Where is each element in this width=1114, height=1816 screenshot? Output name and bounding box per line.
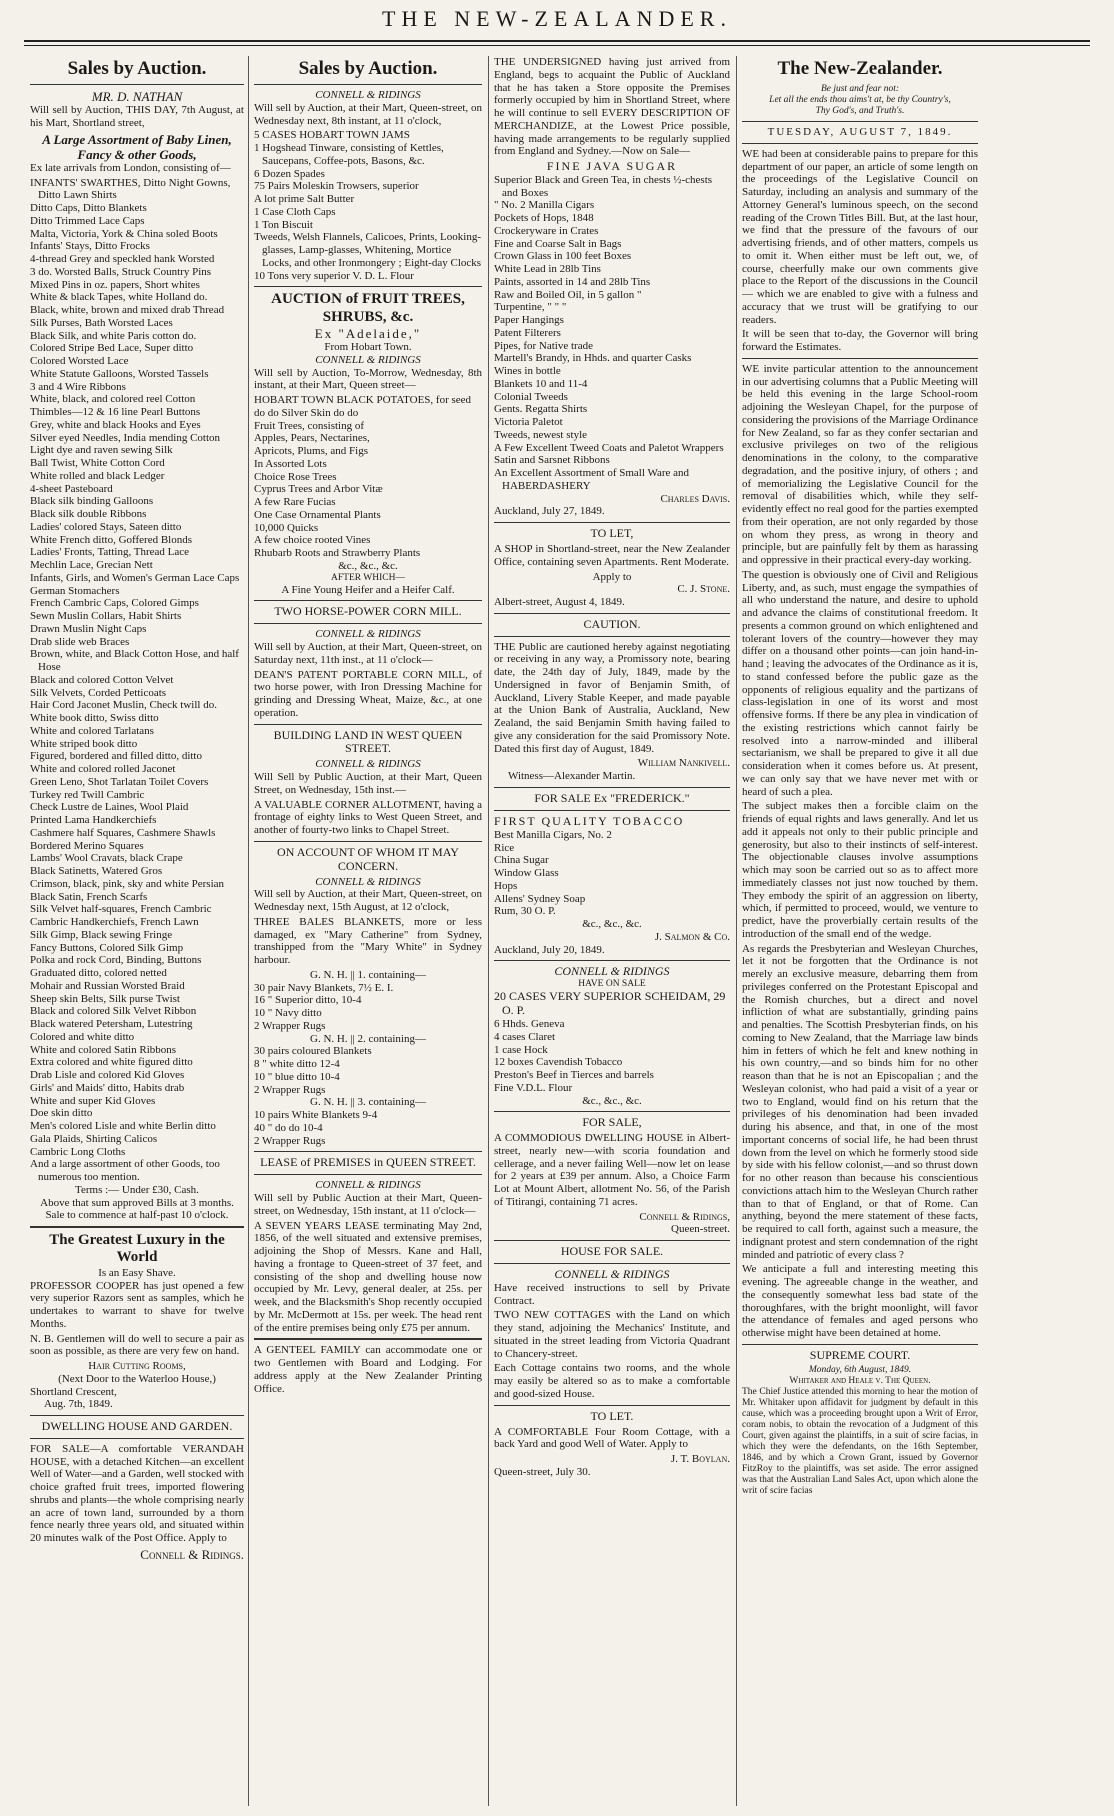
column-divider	[248, 56, 249, 1806]
sale-time: Sale to commence at half-past 10 o'clock.	[45, 1209, 229, 1222]
auctioneer-name: CONNELL & RIDINGS	[315, 1179, 421, 1192]
list-item: Printed Lama Handkerchiefs	[30, 814, 157, 827]
list-item: Light dye and raven sewing Silk	[30, 444, 173, 457]
divider	[254, 724, 482, 725]
list-item: Raw and Boiled Oil, in 5 gallon "	[494, 288, 642, 301]
list-item: Fine and Coarse Salt in Bags	[494, 237, 622, 250]
list-item: Silk Velvet half-squares, French Cambric	[30, 903, 212, 916]
ad-body: A SHOP in Shortland-street, near the New Zealander Office, containing seven Apartments. Rent Moderate.	[494, 543, 730, 568]
masthead-rule	[24, 45, 1090, 46]
ad-line: (Next Door to the Waterloo House,)	[58, 1372, 216, 1385]
list-item: Drab slide web Braces	[30, 635, 130, 648]
ad-signature: J. Salmon & Co.	[654, 930, 730, 943]
dateline: TUESDAY, AUGUST 7, 1849.	[767, 126, 953, 139]
list-item: FIRST QUALITY TOBACCO	[494, 813, 685, 828]
motto-line: Thy God's, and Truth's.	[815, 106, 905, 117]
list-item: Fine V.D.L. Flour	[494, 1081, 573, 1094]
list-item: Black silk double Ribbons	[30, 508, 147, 521]
list-item: Ditto Caps, Ditto Blankets	[30, 202, 147, 215]
auctioneer-name: CONNELL & RIDINGS	[315, 89, 421, 102]
list-item: Malta, Victoria, York & China soled Boots	[30, 227, 218, 240]
list-item: Wines in bottle	[494, 365, 561, 378]
list-item: 30 pair Navy Blankets, 7½ E. I.	[254, 981, 394, 994]
list-item: 12 boxes Cavendish Tobacco	[494, 1056, 623, 1069]
ad-line: Queen-street.	[671, 1223, 730, 1236]
ad-title: The Greatest Luxury in the World	[49, 1232, 225, 1266]
list-item: Cyprus Trees and Arbor Vitæ	[254, 483, 383, 496]
ad-body: A GENTEEL FAMILY can accommodate one or two Gentlemen with Board and Lodging. For address apply at the New Zealander Printing Office.	[254, 1344, 482, 1395]
list-item: White, black, and colored reel Cotton	[30, 393, 196, 406]
list-item: White French ditto, Goffered Blonds	[30, 533, 193, 546]
list-item: Colored Stripe Bed Lace, Super ditto	[30, 342, 194, 355]
list-item: Victoria Paletot	[494, 416, 563, 429]
list-item: Black and colored Silk Velvet Ribbon	[30, 1005, 197, 1018]
divider	[30, 1438, 244, 1439]
ad-line: HAVE ON SALE	[578, 979, 646, 990]
list-item: An Excellent Assortment of Small Ware and HABERDASHERY	[494, 467, 690, 492]
ad-body: DEAN'S PATENT PORTABLE CORN MILL, of two horse power, with Iron Dressing Machine for grinding and Dressing Wheat, Maize, &c., at one operation.	[254, 668, 482, 719]
ad-title: AUCTION of FRUIT TREES, SHRUBS, &c.	[271, 291, 465, 325]
ad-heading: TO LET.	[590, 1408, 634, 1423]
ad-heading: ON ACCOUNT OF WHOM IT MAY CONCERN.	[277, 844, 459, 873]
list-item: Grey, white and black Hooks and Eyes	[30, 418, 201, 431]
list-item: Fancy Buttons, Colored Silk Gimp	[30, 941, 184, 954]
list-item: Gala Plaids, Shirting Calicos	[30, 1132, 158, 1145]
list-item: Rice	[494, 841, 515, 854]
list-item: Doe skin ditto	[30, 1107, 93, 1120]
auction-intro: Will Sell by Public Auction, at their Mart, Queen Street, on Wednesday, 15th inst.—	[254, 771, 482, 796]
auctioneer-name: MR. D. NATHAN	[91, 89, 183, 105]
ad-heading: TWO HORSE-POWER CORN MILL.	[274, 604, 462, 619]
list-item: Crockeryware in Crates	[494, 224, 599, 237]
list-item: White book ditto, Swiss ditto	[30, 712, 159, 725]
list-item: Paper Hangings	[494, 314, 564, 327]
list-item: 3 do. Worsted Balls, Struck Country Pins	[30, 265, 212, 278]
list-item: Gents. Regatta Shirts	[494, 403, 588, 416]
ad-body: PROFESSOR COOPER has just opened a few very superior Razors sent as samples, which he undertakes to warrant to shave for twelve Months.	[30, 1279, 244, 1330]
ad-body: FOR SALE—A comfortable VERANDAH HOUSE, with a detached Kitchen—an excellent Well of Water—and a Garden, well stocked with choice grafted fruit trees, imported flowering shrubs and plants—the whole comprising nearly an acre of town land, surrounded by a thorn fence nearly three years old, and situated within 20 minutes walk of the Post Office. Apply to	[30, 1442, 244, 1545]
list-item: 4 cases Claret	[494, 1030, 556, 1043]
ad-body: THE UNDERSIGNED having just arrived from England, begs to acquaint the Public of Auckland that he has taken a Store opposite the Premises formerly occupied by him in Shortland Street, where he will continue to sell EVERY DESCRIPTION OF MERCHANDIZE, at the Lowest Price possible, having made arrangements to be regularly supplied from England and Sydney.—Now on Sale—	[494, 56, 730, 158]
list-item: Satin and Sarsnet Ribbons	[494, 454, 610, 467]
list-item: 4-thread Grey and speckled hank Worsted	[30, 253, 215, 266]
list-item: 30 pairs coloured Blankets	[254, 1045, 372, 1058]
ad-body: THREE BALES BLANKETS, more or less damaged, ex "Mary Catherine" from Sydney, transhipped from the "Mary White" in Sydney harbour.	[254, 915, 482, 967]
list-item: White and colored Tarlatans	[30, 724, 154, 737]
list-item: Colonial Tweeds	[494, 390, 568, 403]
goods-list	[494, 160, 730, 493]
list-item: Crown Glass in 100 feet Boxes	[494, 250, 632, 263]
list-item: Best Manilla Cigars, No. 2	[494, 828, 612, 841]
ad-line: Shortland Crescent,	[30, 1385, 117, 1398]
list-item: White rolled and black Ledger	[30, 469, 165, 482]
auctioneer-name: CONNELL & RIDINGS	[315, 758, 421, 771]
ad-heading: CAUTION.	[583, 616, 641, 631]
list-item: Window Glass	[494, 867, 559, 880]
column-3	[494, 56, 730, 1806]
list-item: And a large assortment of other Goods, too numerous too mention.	[30, 1158, 220, 1184]
editorial-paragraph: The subject makes then a forcible claim on the friends of equal rights and laws generally. And let us add it appeals not only to their public principle and generosity, but also to their instincts of self-interest. The objectionable clauses involve assumptions which may soon be carried out so as to affect more immediately classes not just now touched by them. They embody the spirit of an aggression on liberty, which, if permitted to proceed, would, we venture to predict, have the proverbially certain results of the introduction of the small end of the wedge.	[742, 800, 978, 940]
list-item: Tweeds, Welsh Flannels, Calicoes, Prints, Looking-glasses, Lamp-glasses, Whitening, Mortice Locks, and other Ironmongery ; Eight-day Clocks	[254, 231, 482, 269]
list-item: Hair Cord Jaconet Muslin, Check twill do.	[30, 699, 217, 712]
ad-body: A VALUABLE CORNER ALLOTMENT, having a frontage of eighty links to West Queen Street, and another of fourty-two links to Chapel Street.	[254, 798, 482, 837]
column-divider	[736, 56, 737, 1806]
list-item: 2 Wrapper Rugs	[254, 1134, 326, 1147]
list-item: 1 case Hock	[494, 1043, 548, 1056]
list-item: 2 Wrapper Rugs	[254, 1019, 326, 1032]
divider	[254, 841, 482, 842]
list-item: Hops	[494, 879, 518, 892]
list-item: White and colored rolled Jaconet	[30, 763, 176, 776]
list-item: Sewn Muslin Collars, Habit Shirts	[30, 610, 182, 623]
list-item: Ladies' colored Stays, Sateen ditto	[30, 520, 182, 533]
divider	[30, 1226, 244, 1228]
list-item: Ditto Trimmed Lace Caps	[30, 214, 145, 227]
ad-line: Apply to	[592, 570, 632, 583]
list-item: German Stomachers	[30, 584, 120, 597]
ad-heading: TO LET,	[590, 526, 634, 541]
list-item: Sheep skin Belts, Silk purse Twist	[30, 992, 180, 1005]
motto-line: Be just and fear not:	[820, 84, 900, 95]
auction-intro: Will sell by Auction, To-Morrow, Wednesday, 8th instant, at their Mart, Queen street—	[254, 366, 482, 392]
ad-heading: LEASE of PREMISES in QUEEN STREET.	[260, 1155, 476, 1170]
divider	[30, 84, 244, 85]
list-item: Colored Worsted Lace	[30, 355, 129, 368]
list-item: Girls' and Maids' ditto, Habits drab	[30, 1081, 185, 1094]
list-item: 2 Wrapper Rugs	[254, 1083, 326, 1096]
list-item: Black silk binding Galloons	[30, 495, 154, 508]
court-heading: SUPREME COURT.	[809, 1347, 911, 1362]
divider	[494, 810, 730, 811]
divider	[494, 1111, 730, 1112]
list-item: Tweeds, newest style	[494, 428, 588, 441]
list-item: G. N. H. || 2. containing—	[310, 1032, 426, 1045]
list-item: Martell's Brandy, in Hhds. and quarter Casks	[494, 352, 692, 365]
divider	[254, 84, 482, 85]
list-item: 10 " Navy ditto	[254, 1007, 322, 1020]
list-item: White Lead in 28lb Tins	[494, 263, 601, 276]
editorial-paragraph: As regards the Presbyterian and Wesleyan Churches, let it not be forgotten that the Ordinance is not merely an exclusive measure, debarring them from privileges conferred on the Protestant Episcopal and the Romish churches, but a direct and novel infliction of what are substantially, grinding pains and penalties. The Scottish Presbyterian finds, on his coming to New Zealand, that the Marriage law binds him in fetters of which he felt and knew nothing in his own country,—and so binds him for no other reason than that he is not an Episcopalian ; and the Wesleyan colonist, who had paid a visit of a year or two to England, would find on his return that the privileges of his denomination had been invaded during his absence, and that, in one of the most important concerns of social life, he had been thrust down from the level on which he formerly stood side by side with his fellow colonist,—and so thrust down for no other reason than because his conscientious convictions attach him to the Wesleyan Church rather than to that of England, or that of Rome. Can anything, beyond the mere statement of these facts, be required to call forth, against such a measure, the indignant protest and stern condemnation of the right minded and patriotic of every class ?	[742, 942, 978, 1261]
list-item: Pipes, for Native trade	[494, 339, 593, 352]
list-item: Pockets of Hops, 1848	[494, 212, 594, 225]
list-item: Drawn Muslin Night Caps	[30, 622, 147, 635]
list-item: White striped book ditto	[30, 737, 138, 750]
divider	[254, 286, 482, 287]
list-item: China Sugar	[494, 854, 549, 867]
list-item: Ladies' Fronts, Tatting, Thread Lace	[30, 546, 190, 559]
editorial-paragraph: WE invite particular attention to the announcement in our advertising columns that a Public Meeting will be held this evening in the large School-room adjoining the Wesleyan Chapel, for the purpose of considering the provisions of the Marriage Ordinance for New Zealand, so far as they confer sectarian and exclusive privileges on two of the religious denominations in the colony, to the comparative degradation, and the positive injury, of others ; and of memorializing the Legislative Council for the removal of disabilities which, while they self-evidently effect no real good for the parties exempted from their operation, are not only regarded by those on whom they press, as wrong in theory and principle, but are painfully felt by them as harassing and oppressive in their practical every-day working.	[742, 362, 978, 567]
ad-date: Albert-street, August 4, 1849.	[494, 596, 625, 609]
list-item: Turkey red Twill Cambric	[30, 788, 145, 801]
list-item: Silk Gimp, Black sewing Fringe	[30, 928, 173, 941]
goods-list	[494, 990, 730, 1107]
masthead-title: THE NEW-ZEALANDER.	[382, 6, 732, 31]
list-item: Figured, bordered and filled ditto, ditto	[30, 750, 202, 763]
list-item: One Case Ornamental Plants	[254, 508, 381, 521]
list-item: do do Silver Skin do do	[254, 406, 359, 419]
list-item: Fruit Trees, consisting of	[254, 419, 365, 432]
list-item: G. N. H. || 1. containing—	[310, 968, 426, 981]
ad-line: Hair Cutting Rooms,	[88, 1360, 186, 1373]
list-item: 10 pairs White Blankets 9-4	[254, 1109, 378, 1122]
list-item: " No. 2 Manilla Cigars	[494, 199, 595, 212]
list-item: Ball Twist, White Cotton Cord	[30, 457, 165, 470]
divider	[254, 1174, 482, 1175]
ad-signature: Connell & Ridings,	[639, 1210, 730, 1223]
divider	[254, 600, 482, 601]
list-item: 16 " Superior ditto, 10-4	[254, 994, 362, 1007]
divider	[494, 1240, 730, 1241]
masthead	[0, 0, 1114, 52]
ad-signature: Charles Davis.	[660, 492, 730, 505]
list-item: Patent Filterers	[494, 326, 561, 339]
list-item: Infants' Stays, Ditto Frocks	[30, 240, 150, 253]
list-item: Polka and rock Cord, Binding, Buttons	[30, 954, 202, 967]
divider	[494, 613, 730, 614]
list-item: 10,000 Quicks	[254, 521, 319, 534]
list-item: 20 CASES VERY SUPERIOR SCHEIDAM, 29 O. P.	[494, 989, 726, 1018]
ad-body: N. B. Gentlemen will do well to secure a pair as soon as possible, as there are very few on hand.	[30, 1332, 244, 1358]
list-item: 1 Hogshead Tinware, consisting of Kettles, Saucepans, Coffee-pots, Basons, &c.	[254, 142, 444, 167]
list-item: Brown, white, and Black Cotton Hose, and half Hose	[30, 648, 239, 674]
divider	[494, 522, 730, 523]
list-item: 8 " white ditto 12-4	[254, 1058, 340, 1071]
list-item: Green Leno, Shot Tarlatan Toilet Covers	[30, 775, 209, 788]
list-item: White and colored Satin Ribbons	[30, 1043, 177, 1056]
divider	[742, 358, 978, 359]
list-item: &c., &c., &c.	[582, 918, 642, 931]
lot-list	[254, 969, 482, 1148]
ad-line: AFTER WHICH—	[331, 572, 405, 583]
list-item: Colored and white ditto	[30, 1030, 135, 1043]
ad-signature: C. J. Stone.	[677, 583, 730, 596]
list-item: Cambric Long Cloths	[30, 1145, 126, 1158]
list-item: Check Lustre de Laines, Wool Plaid	[30, 801, 189, 814]
column-4	[742, 56, 978, 1806]
auction-intro: Will sell by Auction, at their Mart, Queen-street, on Wednesday next, 15th August, at 12 o'clock,	[254, 888, 482, 914]
list-item: 10 Tons very superior V. D. L. Flour	[254, 269, 414, 282]
ad-date: Auckland, July 20, 1849.	[494, 943, 605, 956]
list-item: White & black Tapes, white Holland do.	[30, 291, 208, 304]
court-report: The Chief Justice attended this morning to hear the motion of Mr. Whitaker upon affidavit for judgment by default in this cause, which was a proceeding brought upon a Writ of Error, coram nobis, to obtain the revocation of a Judgment of this Court, given against the plaintiffs, in a suit of scire facias, in which they were the defendants, on the 16th September, 1846, and by which a Crown Grant, issued by Governor FitzRoy to the plaintiffs, was set aside. The error assigned was that the Australian Land Sales Act, upon which alone the writ of scire facias	[742, 1386, 978, 1496]
list-item: 5 CASES HOBART TOWN JAMS	[254, 129, 410, 142]
list-item: Black watered Petersham, Lutestring	[30, 1018, 193, 1031]
column-divider	[488, 56, 489, 1806]
goods-list	[494, 815, 730, 931]
editorial-paragraph: WE had been at considerable pains to prepare for this department of our paper, an article of some length on the proceedings of the Legislative Council on Saturday, including an analysis and summary of the Attorney General's luminous speech, on the second reading of the Crown Titles Bill. But, at the last hour, we find that the pressure of the favours of our advertising friends, and of other matters, compels us to omit it. When either must be left out, we, of course, cheerfully make our own comments give place to the Report of the discussions in the Council — which we are enabled to give with a fulness and accuracy that we trust will be gratifying to our readers.	[742, 147, 978, 326]
list-item: 4-sheet Pasteboard	[30, 482, 113, 495]
auctioneer-name: CONNELL & RIDINGS	[315, 628, 421, 641]
bills-note: Above that sum approved Bills at 3 months.	[40, 1196, 234, 1209]
divider	[494, 1405, 730, 1406]
list-item: Allens' Sydney Soap	[494, 892, 586, 905]
ad-body: A COMFORTABLE Four Room Cottage, with a back Yard and good Well of Water. Apply to	[494, 1425, 730, 1451]
divider	[254, 623, 482, 624]
divider	[742, 1344, 978, 1345]
list-item: 6 Dozen Spades	[254, 167, 325, 180]
list-item: A Few Excellent Tweed Coats and Paletot Wrappers	[494, 441, 724, 454]
list-item: Rum, 30 O. P.	[494, 905, 556, 918]
list-item: Infants, Girls, and Women's German Lace Caps	[30, 571, 240, 584]
list-item: Turpentine, " " "	[494, 301, 567, 314]
divider	[494, 1263, 730, 1264]
section-heading: Sales by Auction.	[67, 58, 207, 79]
list-item: In Assorted Lots	[254, 457, 327, 470]
ad-date: Auckland, July 27, 1849.	[494, 505, 605, 518]
lot-list	[254, 394, 482, 573]
auctioneer-name: CONNELL & RIDINGS	[315, 353, 421, 366]
list-item: Cashmere half Squares, Cashmere Shawls	[30, 826, 216, 839]
court-case: Whitaker and Heale v. The Queen.	[789, 1375, 931, 1386]
list-item: 3 and 4 Wire Ribbons	[30, 380, 126, 393]
list-item: Lambs' Wool Cravats, black Crape	[30, 852, 183, 865]
list-item: Black Satin, French Scarfs	[30, 890, 148, 903]
auctioneer-name: CONNELL & RIDINGS	[554, 964, 670, 979]
ad-body: Each Cottage contains two rooms, and the whole may easily be altered so as to make a comfortable and good-sized House.	[494, 1362, 730, 1400]
list-item: &c., &c., &c.	[582, 1094, 642, 1107]
list-item: Mohair and Russian Worsted Braid	[30, 979, 185, 992]
divider	[494, 787, 730, 788]
ad-body: TWO NEW COTTAGES with the Land on which they stand, adjoining the Mechanics' Institute, and situated in the street leading from Victoria Quadrant to Chancery-street.	[494, 1309, 730, 1360]
ad-line: From Hobart Town.	[324, 341, 412, 354]
divider	[30, 1415, 244, 1416]
list-item: Crimson, black, pink, sky and white Persian	[30, 877, 225, 890]
ad-subtitle: Is an Easy Shave.	[98, 1266, 176, 1279]
list-item: White and super Kid Gloves	[30, 1094, 156, 1107]
lot-list	[254, 129, 482, 282]
ad-subtitle: Ex "Adelaide,"	[314, 326, 422, 342]
list-item: 40 " do do 10-4	[254, 1121, 323, 1134]
divider	[742, 143, 978, 144]
list-item: 1 Case Cloth Caps	[254, 205, 336, 218]
ad-heading: BUILDING LAND IN WEST QUEEN STREET.	[273, 727, 463, 756]
lot-title: A Large Assortment of Baby Linen, Fancy & other Goods,	[42, 131, 232, 162]
auction-intro: Have received instructions to sell by Private Contract.	[494, 1281, 730, 1307]
list-item: Black Satinetts, Watered Gros	[30, 865, 163, 878]
ad-heading: HOUSE FOR SALE.	[560, 1244, 664, 1259]
list-item: Blankets 10 and 11-4	[494, 377, 588, 390]
ad-date: Aug. 7th, 1849.	[44, 1398, 113, 1411]
editorial-paragraph: It will be seen that to-day, the Governor will bring forward the Estimates.	[742, 328, 978, 354]
list-item: FINE JAVA SUGAR	[546, 159, 678, 173]
list-item: 1 Ton Biscuit	[254, 218, 313, 231]
list-item: Bordered Merino Squares	[30, 839, 144, 852]
list-item: 10 " blue ditto 10-4	[254, 1070, 340, 1083]
auction-intro: Will sell by Auction, at their Mart, Queen-street, on Saturday next, 11th inst., at 11 o'clock—	[254, 641, 482, 666]
ad-heading: FOR SALE Ex "FREDERICK."	[534, 790, 690, 805]
list-item: Black and colored Cotton Velvet	[30, 673, 174, 686]
auction-intro: Will sell by Public Auction at their Mart, Queen-street, on Wednesday, 15th instant, at 11 o'clock—	[254, 1192, 482, 1217]
newspaper-nameplate: The New-Zealander.	[777, 58, 943, 79]
column-1	[30, 56, 244, 1806]
ad-line: Witness—Alexander Martin.	[508, 770, 636, 783]
list-item: Mixed Pins in oz. papers, Short whites	[30, 278, 200, 291]
ad-body: A COMMODIOUS DWELLING HOUSE in Albert-street, nearly new—with scoria foundation and cellerage, and a never failing Well—now let on lease for 2 years at £39 per annum. Also, a Choice Farm Lot at Mount Albert, allotment No. 56, of the Parish of Titirangi, containing 71 acres.	[494, 1132, 730, 1208]
divider	[494, 636, 730, 637]
ad-heading: FOR SALE,	[582, 1115, 642, 1130]
ad-body: A SEVEN YEARS LEASE terminating May 2nd, 1856, of the well situated and extensive premises, adjoining the Shop of Messrs. Kane and Hall, having a frontage to Queen-street of 37 feet, and consisting of the shop and dwelling house now occupied by Mr. Levy, general dealer, at 25s. per week, and the Blacksmith's Shop recently occupied by Mr. McDermott at 15s. per week. The head rent of the entire premises being only £75 per annum.	[254, 1219, 482, 1334]
list-item: Apricots, Plums, and Figs	[254, 445, 368, 458]
list-item: A few Rare Fucias	[254, 496, 336, 509]
list-item: Drab Lisle and colored Kid Gloves	[30, 1069, 185, 1082]
list-item: A few choice rooted Vines	[254, 534, 371, 547]
list-item: Preston's Beef in Tierces and barrels	[494, 1069, 654, 1082]
list-item: Silk Purses, Bath Worsted Laces	[30, 316, 173, 329]
list-item: HOBART TOWN BLACK POTATOES, for seed	[254, 394, 472, 407]
list-item: A lot prime Salt Butter	[254, 193, 355, 206]
list-item: Black, white, brown and mixed drab Thread	[30, 304, 225, 317]
list-item: White Statute Galloons, Worsted Tassels	[30, 367, 209, 380]
list-item: Apples, Pears, Nectarines,	[254, 432, 370, 445]
list-item: Superior Black and Green Tea, in chests ½-chests and Boxes	[494, 173, 713, 199]
ad-line: A Fine Young Heifer and a Heifer Calf.	[281, 583, 455, 596]
divider	[254, 1338, 482, 1340]
ad-signature: Connell & Ridings.	[140, 1546, 244, 1562]
auctioneer-name: CONNELL & RIDINGS	[554, 1267, 670, 1282]
motto-line: Let all the ends thou aims't at, be thy Country's,	[769, 95, 951, 106]
list-item: Rhubarb Roots and Strawberry Plants	[254, 547, 421, 560]
list-item: INFANTS' SWARTHES, Ditto Night Gowns, Ditto Lawn Shirts	[30, 176, 231, 202]
list-item: Silver eyed Needles, India mending Cotton	[30, 431, 221, 444]
list-item: G. N. H. || 3. containing—	[310, 1096, 426, 1109]
editorial-paragraph: We anticipate a full and interesting meeting this evening. The agreeable change in the weather, and the consequently somewhat less bad state of the thoroughfares, with the bright moonlight, will favor the attendance of females and aged persons who otherwise might have been detained at home.	[742, 1263, 978, 1340]
ad-date: Queen-street, July 30.	[494, 1465, 591, 1478]
list-item: &c., &c., &c.	[338, 559, 398, 572]
auction-intro: Will sell by Auction, THIS DAY, 7th August, at his Mart, Shortland street,	[30, 104, 244, 129]
list-item: Men's colored Lisle and white Berlin ditto	[30, 1120, 216, 1133]
section-heading: Sales by Auction.	[298, 58, 438, 79]
column-2	[254, 56, 482, 1806]
list-item: Silk Velvets, Corded Petticoats	[30, 686, 167, 699]
divider	[494, 960, 730, 961]
list-item: Cambric Handkerchiefs, French Lawn	[30, 916, 199, 929]
ad-signature: William Nankivell.	[637, 757, 730, 770]
auctioneer-name: CONNELL & RIDINGS	[315, 875, 421, 888]
list-item: French Cambric Caps, Colored Gimps	[30, 597, 199, 610]
divider	[742, 121, 978, 122]
list-item: Extra colored and white figured ditto	[30, 1056, 193, 1069]
editorial-paragraph: The question is obviously one of Civil and Religious Liberty, and, as such, must engage the sympathies of all who understand the nature, and desire to uphold and advance the claims of constitutional freedom. It presents a common ground on which enlightened and tolerant lovers of the country—however they may differ on a thousand other points—can join hand-in-hand ; leaving the advocates of the Ordinance as it is, to stand confessed before the public gaze as the opponents of religious equality and the partizans of class-legislation in one of its worst and most offensive forms. If there be any plea in vindication of the existing restrictions which cannot fairly be resolved into a narrow-minded and illiberal sectarianism, we shall be prepared to give it all due consideration when it comes before us. At present, we can only say that we have never met with or heard of such a plea.	[742, 568, 978, 798]
terms: Terms :— Under £30, Cash.	[75, 1183, 199, 1196]
ex-line: Ex late arrivals from London, consisting of—	[30, 161, 231, 174]
list-item: Choice Rose Trees	[254, 470, 337, 483]
divider	[254, 1151, 482, 1152]
list-item: 75 Pairs Moleskin Trowsers, superior	[254, 180, 419, 193]
ad-signature: J. T. Boylan.	[670, 1453, 730, 1466]
list-item: Graduated ditto, colored netted	[30, 967, 167, 980]
masthead-rule	[24, 40, 1090, 42]
goods-list	[30, 177, 244, 1184]
ad-heading: DWELLING HOUSE AND GARDEN.	[41, 1419, 233, 1434]
ad-body: THE Public are cautioned hereby against negotiating or receiving in any way, a Promissory note, bearing date, the 24th day of July, 1849, made by the Undersigned in favor of Benjamin Smith, of Auckland, Livery Stable Keeper, and made payable at the Union Bank of Australia, Auckland, New Zealand, the said Benjamin Smith having failed to give any consideration for the said Promissory Note. Dated this first day of August, 1849.	[494, 640, 730, 755]
list-item: Thimbles—12 & 16 line Pearl Buttons	[30, 406, 201, 419]
list-item: Mechlin Lace, Grecian Nett	[30, 559, 153, 572]
list-item: 6 Hhds. Geneva	[494, 1018, 565, 1031]
auction-intro: Will sell by Auction, at their Mart, Queen-street, on Wednesday next, 8th instant, at 11 o'clock,	[254, 101, 482, 127]
court-date: Monday, 6th August, 1849.	[808, 1364, 912, 1375]
list-item: Black Silk, and white Paris cotton do.	[30, 329, 197, 342]
list-item: Paints, assorted in 14 and 28lb Tins	[494, 275, 651, 288]
